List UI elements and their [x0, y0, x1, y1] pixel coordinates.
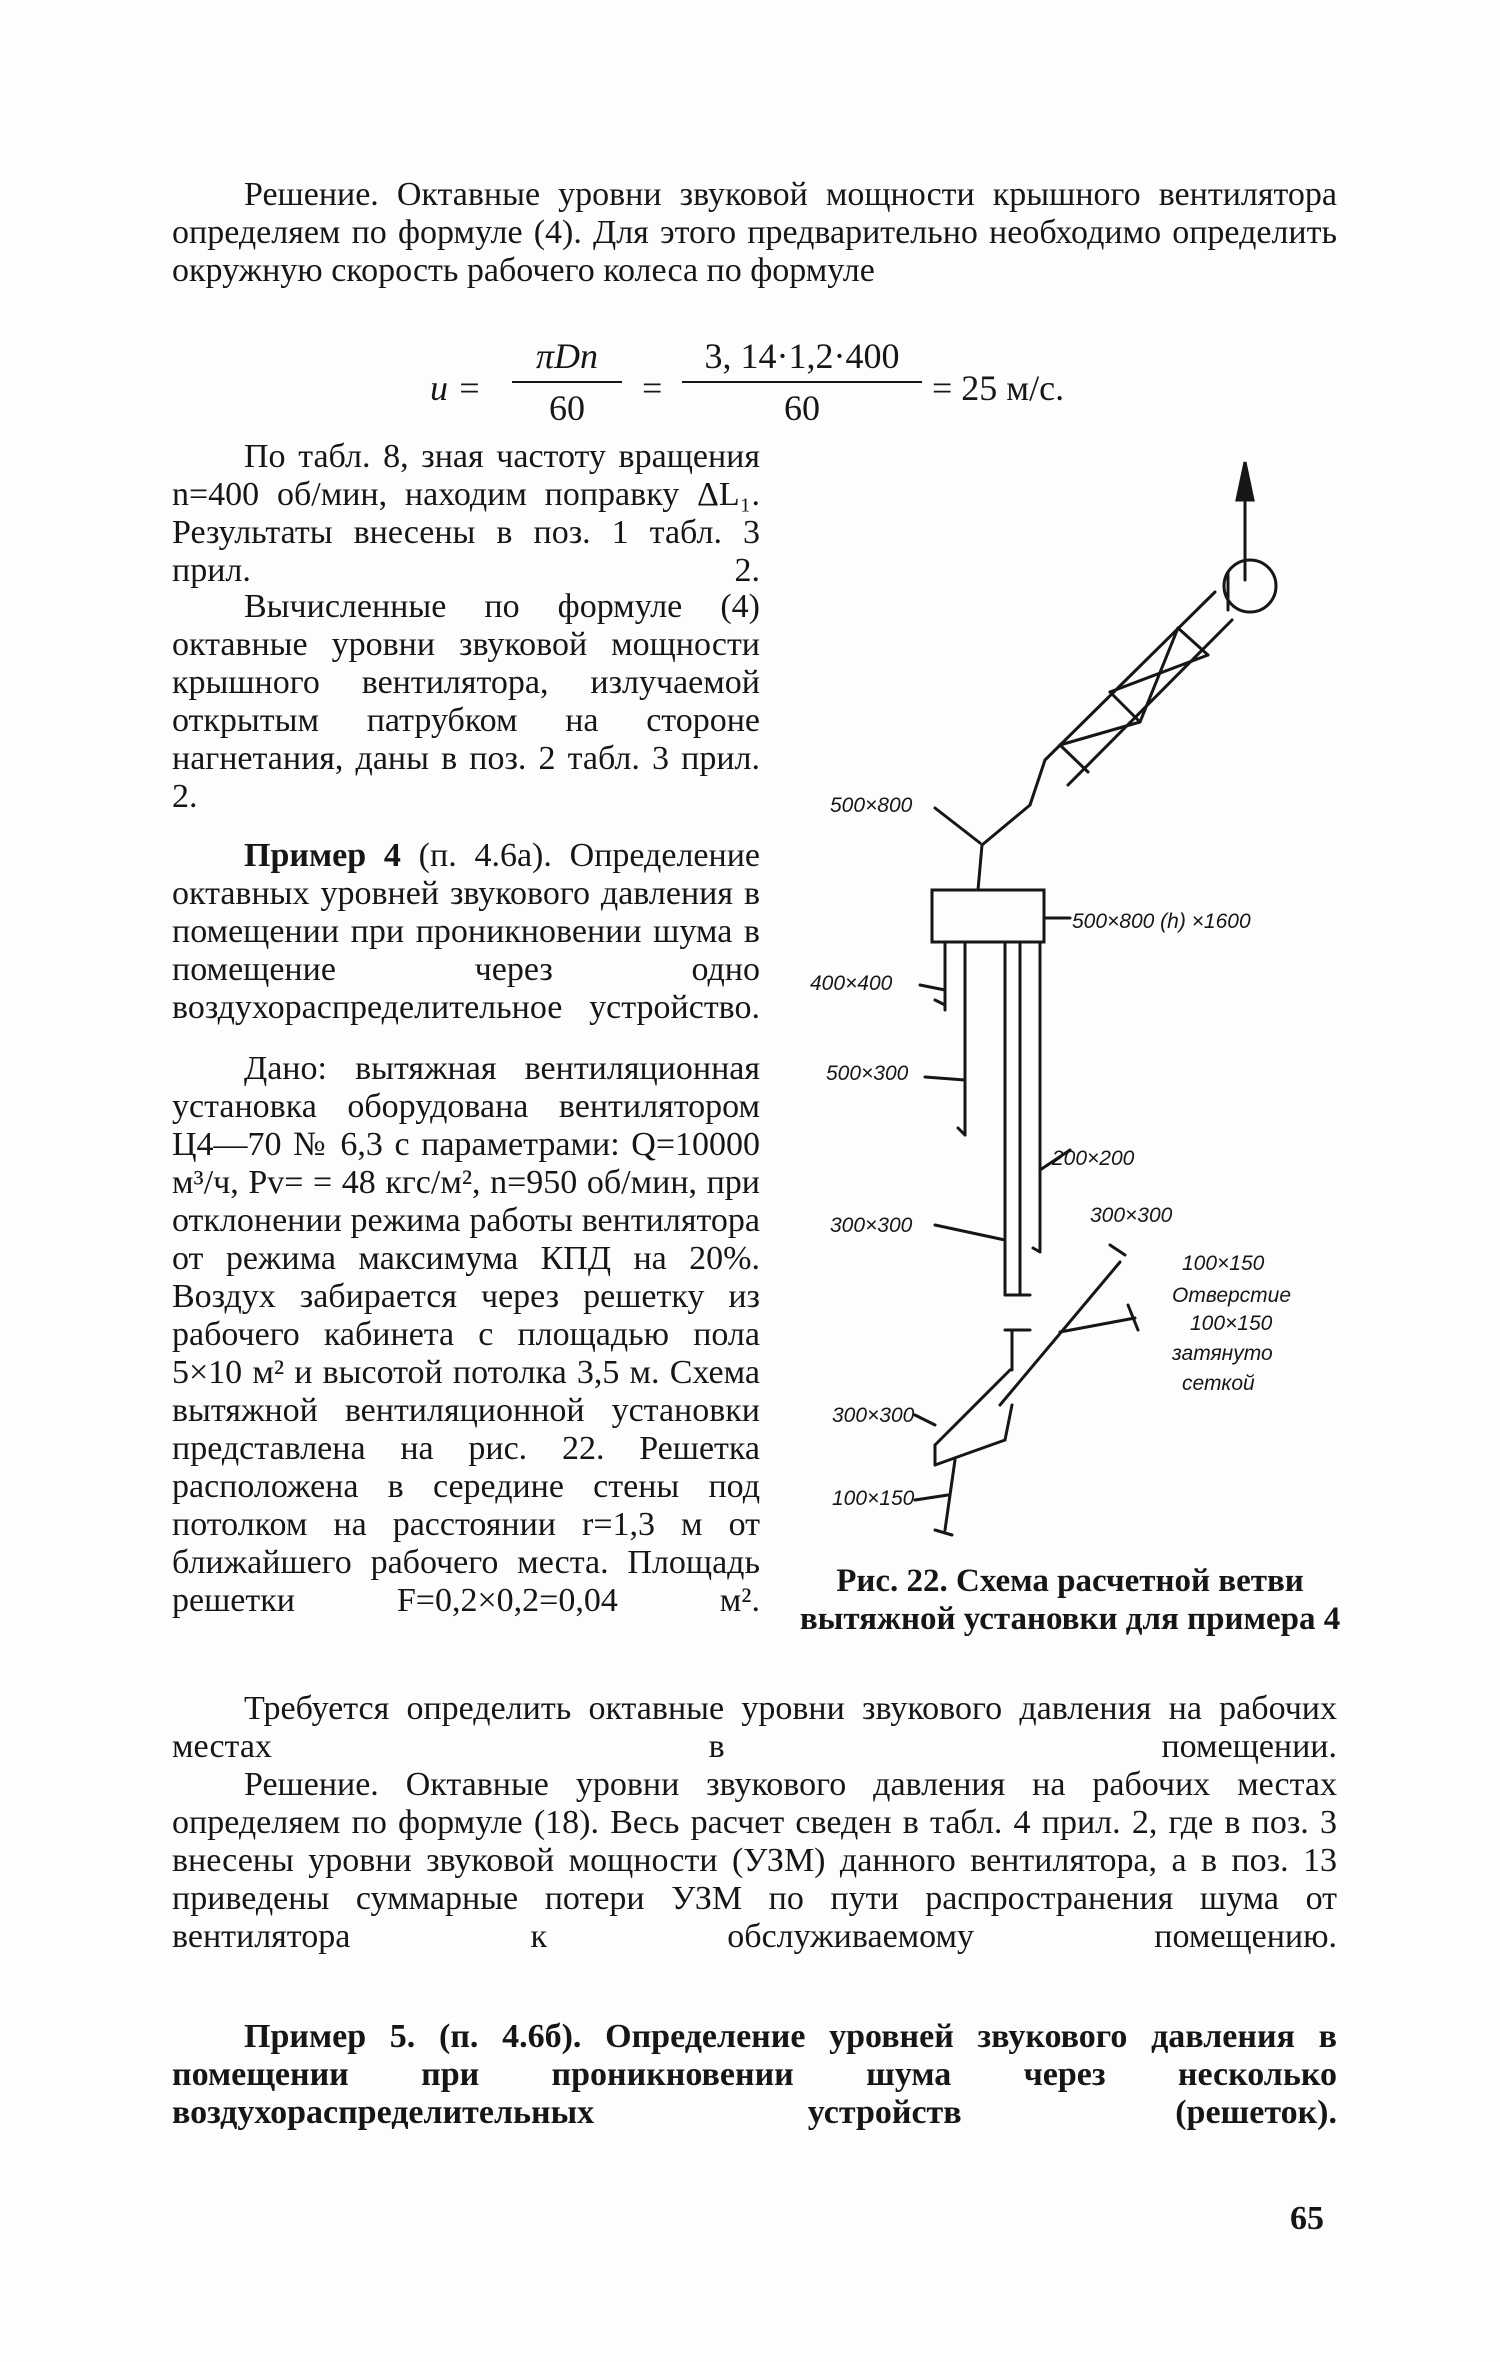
grille-mark — [1128, 1305, 1138, 1330]
paragraph-required: Требуется определить октавные уровни звукового давления на рабочих местах в помещении. — [172, 1690, 1337, 1765]
formula-lhs: u = — [430, 368, 482, 408]
duct-section-2 — [1110, 692, 1140, 722]
example-4-title: Пример 4 — [244, 837, 401, 874]
leader-500x800 — [935, 808, 980, 843]
formula-denominator-2: 60 — [784, 388, 820, 428]
label-100x150-top: 100×150 — [1182, 1252, 1265, 1275]
label-500x300: 500×300 — [826, 1062, 909, 1085]
formula-equals: = — [642, 368, 663, 408]
label-400x400: 400×400 — [810, 972, 893, 995]
leader-500x300 — [925, 1077, 965, 1080]
paragraph-table-8: По табл. 8, зная частоту вращения n=400 об/мин, находим поправку ΔL₁. Результаты внесены в поз. 1 табл. 3 прил. 2. — [172, 438, 760, 589]
label-opening-size: 100×150 — [1190, 1312, 1273, 1335]
leader-300x300-left — [935, 1225, 1005, 1240]
duct-section-1 — [1178, 628, 1208, 655]
label-500x800: 500×800 — [830, 794, 913, 817]
label-300x300-right: 300×300 — [1090, 1204, 1173, 1227]
label-chamber: 500×800 (h) ×1600 — [1072, 910, 1251, 933]
formula-numerator-2: 3, 14·1,2·400 — [704, 336, 900, 376]
example-4-text: (п. 4.6а). Определение октавных уровней звукового давления в помещении при проникновении шума в помещение через одно воздухораспределительное устройство. — [172, 837, 760, 1026]
label-300x300-left: 300×300 — [830, 1214, 913, 1237]
duct-brace-2 — [1140, 628, 1178, 722]
label-300x300-lower: 300×300 — [832, 1404, 915, 1427]
leader-300x300-lower — [915, 1415, 935, 1425]
paragraph-given: Дано: вытяжная вентиляционная установка оборудована вентилятором Ц4—70 № 6,3 с параметрами: Q=10000 м³/ч, Pv= = 48 кгс/м², n=950 об/мин, при отклонении режима работы вентилятора от режима максимума КПД на 20%. Воздух забирается через решетку из рабочего кабинета с площадью пола 5×10 м² и высотой потолка 3,5 м. Схема вытяжной вентиляционной установки представлена на рис. 22. Решетка расположена в середине стены под потолком на расстоянии r=1,3 м от ближайшего рабочего места. Площадь решетки F=0,2×0,2=0,04 м². — [172, 1050, 760, 1619]
formula-numerator-1: πDn — [535, 336, 599, 376]
paragraph-computed-levels: Вычисленные по формуле (4) октавные уровни звуковой мощности крышного вентилятора, излучаемой открытым патрубком на стороне нагнетания, даны в поз. 2 табл. 3 прил. 2. — [172, 588, 760, 815]
label-mesh: сеткой — [1182, 1372, 1255, 1395]
lower-duct-close — [935, 1440, 1005, 1465]
leader-400x400 — [920, 985, 945, 990]
label-opening: Отверстие — [1172, 1284, 1292, 1307]
duct-drop — [978, 845, 982, 890]
leader-300x300-right — [1110, 1245, 1125, 1255]
leader-100x150-lower — [915, 1495, 948, 1500]
chamber-box — [932, 890, 1044, 942]
paragraph-solution-1: Решение. Октавные уровни звуковой мощности крышного вентилятора определяем по формуле (4). Для этого предварительно необходимо определить окружную скорость рабочего колеса по формуле — [172, 176, 1337, 289]
duct-section-3 — [1060, 745, 1088, 772]
figure-caption: Рис. 22. Схема расчетной ветви вытяжной установки для примера 4 — [799, 1563, 1341, 1637]
formula-result: = 25 м/с. — [932, 368, 1065, 408]
page-number: 65 — [1290, 2200, 1324, 2237]
formula-denominator-1: 60 — [549, 388, 585, 428]
example-5-text: (п. 4.6б). Определение уровней звукового давления в помещении при проникновении шума через несколько воздухораспределительных устройств (решеток). — [172, 2018, 1338, 2131]
duct-connector — [1030, 760, 1045, 805]
label-covered: затянуто — [1172, 1342, 1273, 1365]
lower-duct-left — [935, 1370, 1010, 1445]
outlet-arrowhead-icon — [1237, 462, 1253, 500]
incline-duct-bottom — [1068, 620, 1232, 785]
label-200x200: 200×200 — [1052, 1147, 1135, 1170]
final-branch-end — [935, 1530, 952, 1535]
roof-fan-icon — [1224, 560, 1276, 612]
duct-bend — [982, 805, 1030, 845]
lower-duct-right — [1005, 1405, 1012, 1440]
paragraph-solution-2: Решение. Октавные уровни звукового давления на рабочих местах определяем по формуле (18). Весь расчет сведен в табл. 4 прил. 2, где в поз. 3 внесены уровни звуковой мощности (УЗМ) данного вентилятора, а в поз. 13 приведены суммарные потери УЗМ по пути распространения шума от вентилятора к обслуживаемому помещению. — [172, 1766, 1337, 1955]
incline-duct-top — [1045, 592, 1215, 760]
example-5-title: Пример 5. — [244, 2018, 416, 2055]
label-100x150-lower: 100×150 — [832, 1487, 915, 1510]
